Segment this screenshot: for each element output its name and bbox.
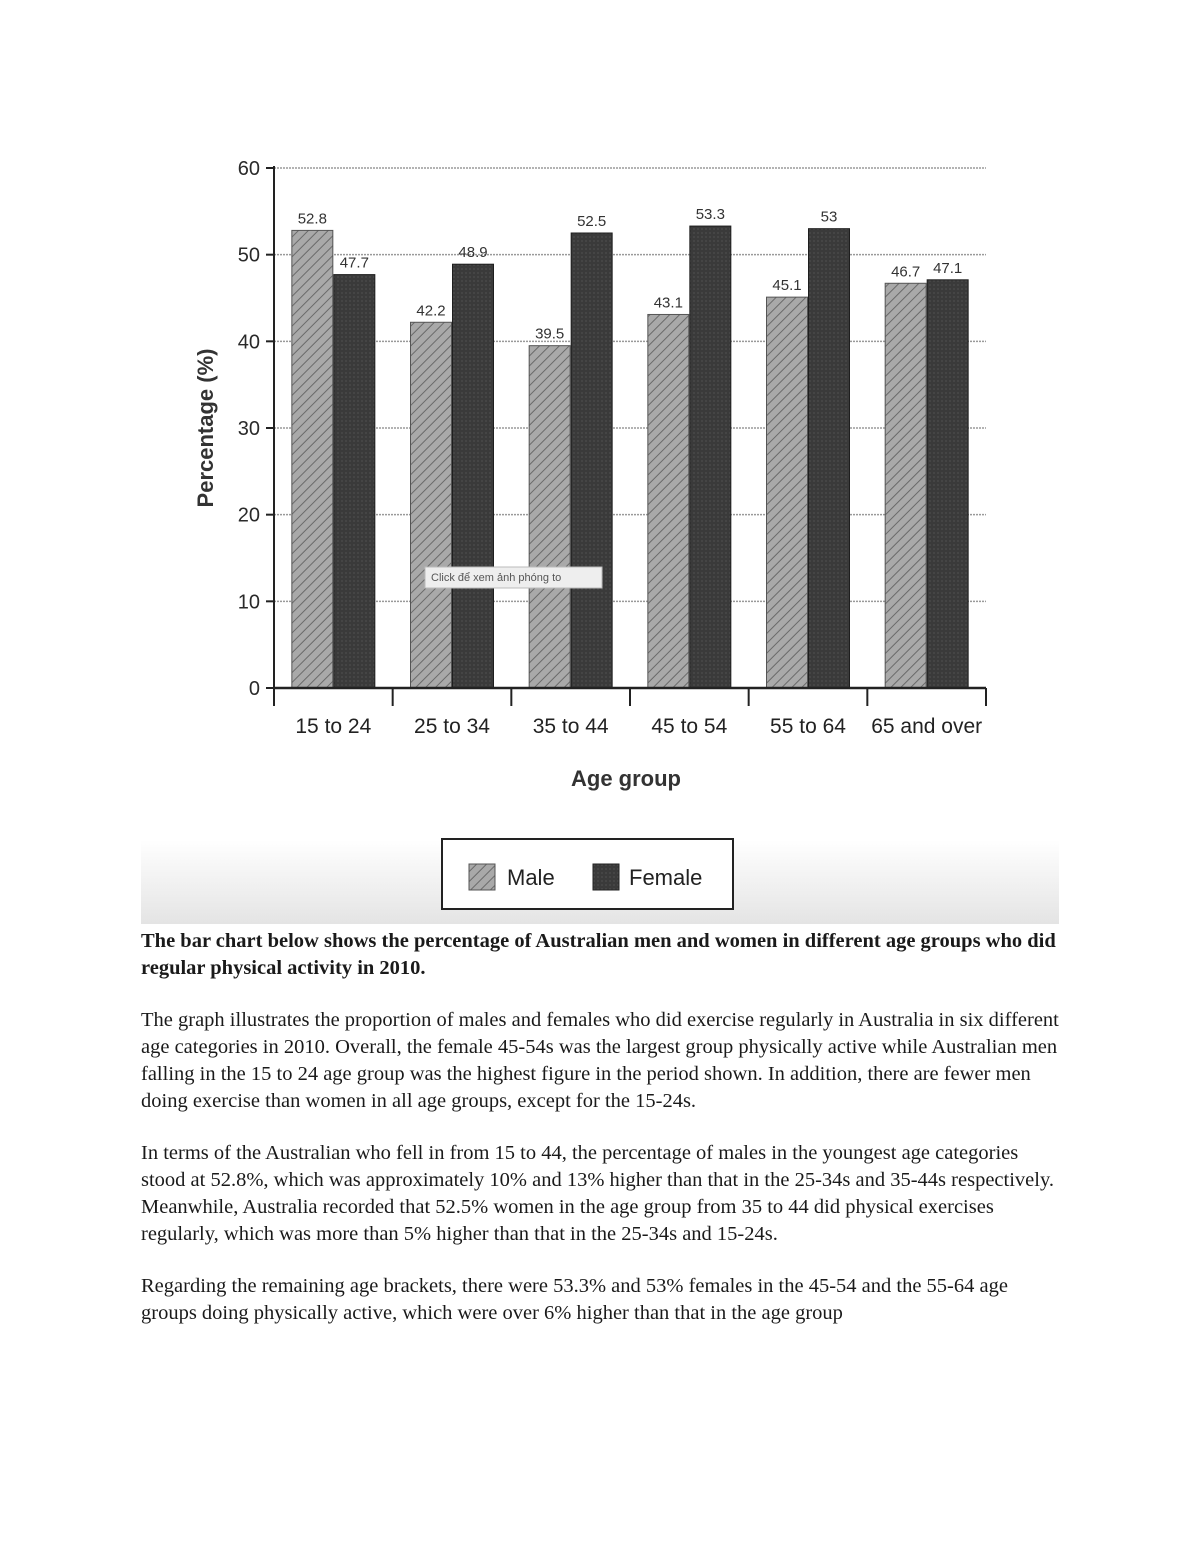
bar-female <box>927 280 968 688</box>
zoom-tooltip-text: Click để xem ảnh phóng to <box>431 572 562 584</box>
bar-female <box>690 226 731 688</box>
data-label-male: 45.1 <box>772 277 802 295</box>
bar-male <box>292 230 333 688</box>
data-label-female: 52.5 <box>577 213 607 230</box>
legend-label-female: Female <box>629 865 703 890</box>
x-tick-label: 25 to 34 <box>414 715 490 738</box>
y-tick-label: 40 <box>237 331 260 354</box>
legend-label-male: Male <box>507 865 555 890</box>
data-label-male: 39.5 <box>535 325 565 343</box>
paragraph-3: Regarding the remaining age brackets, there were 53.3% and 53% females in the 45-54 and the 55-64 age groups doing physically active, which were over 6% higher than that in the age group <box>141 1275 1008 1324</box>
bar-female <box>334 275 375 688</box>
y-tick-label: 0 <box>248 678 260 700</box>
data-label-female: 53 <box>820 208 838 226</box>
y-tick-label: 60 <box>237 158 260 180</box>
data-label-female: 47.1 <box>933 259 963 277</box>
x-tick-label: 65 and over <box>871 715 983 738</box>
bar-chart <box>141 120 1059 924</box>
bar-male <box>648 314 689 688</box>
paragraph-1: The graph illustrates the proportion of males and females who did exercise regularly in Australia in six different age categories in 2010. Overall, the female 45-54s was the largest group physically active while Australian men falling in the 15 to 24 age group was the highest figure in the period shown. In addition, there are fewer men doing exercise than women in all age groups, except for the 15-24s. <box>141 1009 1059 1112</box>
bar-female <box>571 233 612 688</box>
x-tick-label: 35 to 44 <box>532 715 609 738</box>
y-tick-label: 20 <box>237 504 260 527</box>
bar-female <box>809 229 850 688</box>
bar-female <box>453 264 494 688</box>
zoom-tooltip[interactable] <box>425 567 602 588</box>
data-label-male: 43.1 <box>653 294 683 312</box>
data-label-female: 48.9 <box>458 244 488 262</box>
x-tick-label: 45 to 54 <box>651 715 728 738</box>
bar-male <box>411 322 452 688</box>
data-label-male: 42.2 <box>416 302 446 320</box>
y-tick-label: 50 <box>237 244 260 267</box>
document-body <box>141 928 1061 1352</box>
data-label-male: 52.8 <box>297 210 327 228</box>
data-label-male: 46.7 <box>891 263 921 281</box>
y-axis-title: Percentage (%) <box>193 348 218 508</box>
document-heading: The bar chart below shows the percentage of Australian men and women in different age groups who did regular physical activity in 2010. <box>141 930 1056 979</box>
paragraph-2: In terms of the Australian who fell in from 15 to 44, the percentage of males in the youngest age categories stood at 52.8%, which was approximately 10% and 13% higher than that in the 25-34s and 35-44s respectively. Meanwhile, Australia recorded that 52.5% women in the age group from 35 to 44 did physical exercises regularly, which was more than 5% higher than that in the 25-34s and 15-24s. <box>141 1142 1054 1245</box>
bar-male <box>885 283 926 688</box>
data-label-female: 47.7 <box>339 254 369 272</box>
bar-male <box>529 346 570 688</box>
legend <box>442 839 733 909</box>
data-label-female: 53.3 <box>695 206 725 224</box>
chart-figure[interactable] <box>141 120 1059 924</box>
x-tick-label: 55 to 64 <box>770 715 846 738</box>
y-tick-label: 10 <box>237 591 260 614</box>
x-axis-title: Age group <box>571 766 681 791</box>
y-tick-label: 30 <box>237 418 260 440</box>
bar-male <box>767 297 808 688</box>
x-tick-label: 15 to 24 <box>295 715 372 738</box>
legend-swatch-male <box>469 864 495 890</box>
legend-swatch-female <box>593 864 619 890</box>
